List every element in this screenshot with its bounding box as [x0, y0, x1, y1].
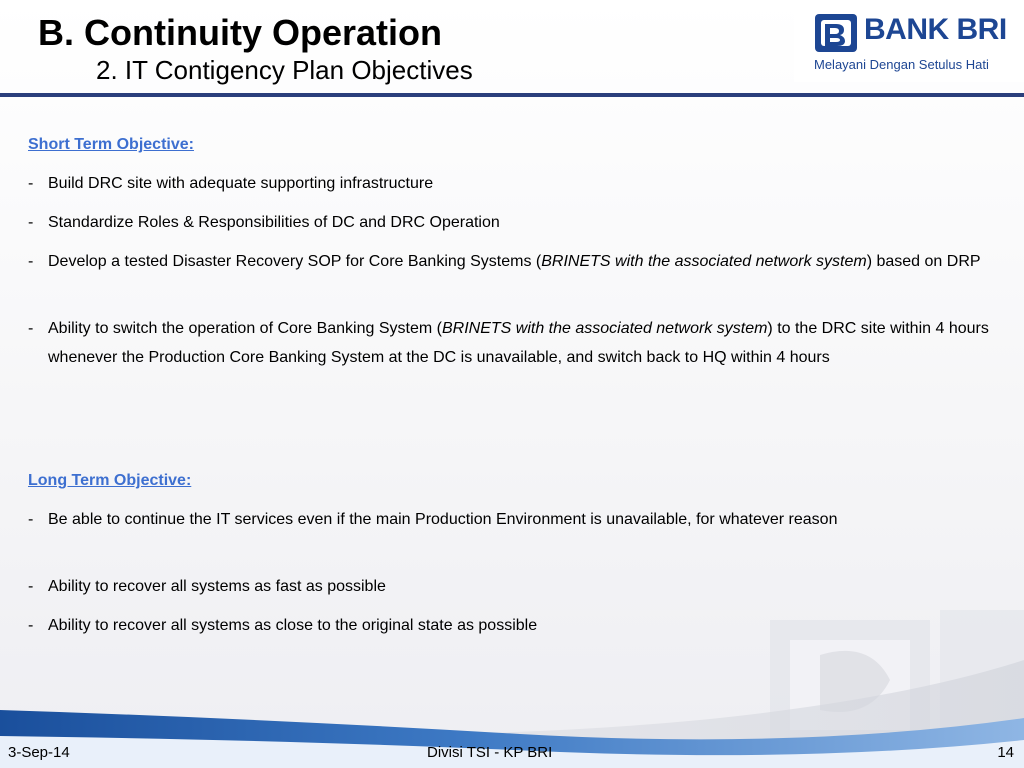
bullet-dash: -: [28, 253, 34, 270]
slide-subtitle: 2. IT Contigency Plan Objectives: [96, 55, 473, 85]
list-item: [28, 505, 1003, 534]
list-item-text: Ability to recover all systems as fast as possible: [48, 578, 386, 595]
long-term-heading: Long Term Objective:: [28, 472, 192, 489]
bank-logo: [794, 0, 1024, 82]
list-item: [28, 314, 1003, 372]
list-item-text: Be able to continue the IT services even if the main Production Environment is unavailable, for whatever reason: [48, 511, 838, 528]
list-item: [28, 247, 1003, 276]
list-item: [28, 611, 1003, 640]
list-item-text: Develop a tested Disaster Recovery SOP for Core Banking Systems (BRINETS with the associated network system) based on DRP: [48, 253, 981, 270]
bullet-dash: -: [28, 617, 34, 634]
bullet-dash: -: [28, 578, 34, 595]
bullet-dash: -: [28, 511, 34, 528]
list-item-text: Standardize Roles & Responsibilities of DC and DRC Operation: [48, 214, 500, 231]
list-item: [28, 169, 1003, 198]
list-item-text: Ability to recover all systems as close to the original state as possible: [48, 617, 538, 634]
logo-wordmark: BANK BRI: [864, 13, 1007, 46]
page-number: 14: [997, 744, 1014, 761]
footer-date: 3-Sep-14: [8, 744, 70, 761]
list-item-text: Build DRC site with adequate supporting infrastructure: [48, 175, 434, 192]
footer-division: Divisi TSI - KP BRI: [427, 744, 553, 761]
bri-logo-icon: [814, 13, 858, 53]
bullet-dash: -: [28, 320, 34, 337]
slide-title: B. Continuity Operation: [38, 12, 442, 53]
list-item: [28, 572, 1003, 601]
bullet-dash: -: [28, 175, 34, 192]
bullet-dash: -: [28, 214, 34, 231]
list-item: [28, 208, 1003, 237]
logo-tagline: Melayani Dengan Setulus Hati: [814, 57, 989, 72]
short-term-heading: Short Term Objective:: [28, 136, 194, 153]
list-item-text: Ability to switch the operation of Core Banking System (BRINETS with the associated network system) to the DRC site within 4 hours whenever the Production Core Banking System at the DC is unavailable, and switch back to HQ within 4 hours: [48, 320, 989, 366]
header-divider: [0, 93, 1024, 97]
